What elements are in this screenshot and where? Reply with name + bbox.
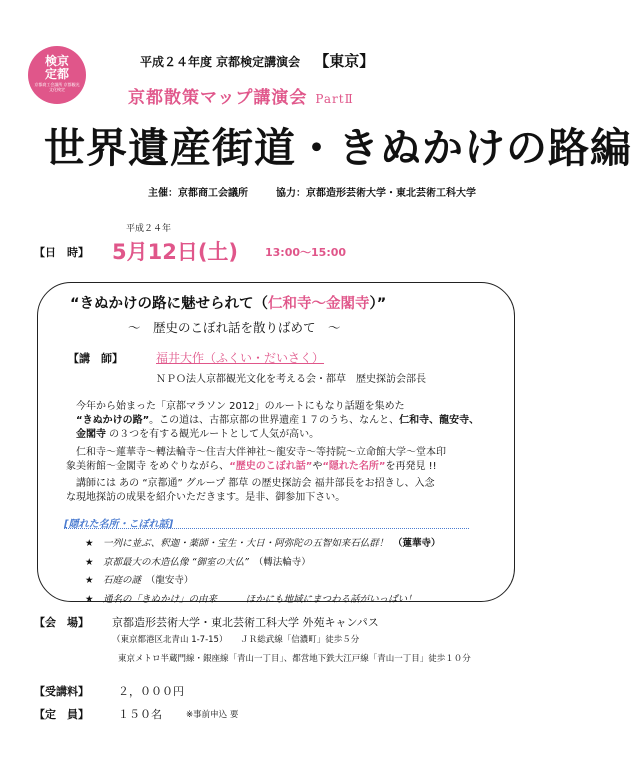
highlights-list [85,535,441,609]
page-title: 世界遺産街道・きぬかけの路編 [44,124,632,172]
description-paragraph-1: 今年から始まった「京都マラソン 2012」のルートにもなり話題を集めた “きぬかけの路”。この道は、古都京都の世界遺産１７のうち、なんと、仁和寺、龍安寺、 金閣寺 の３つを有する観光ルートとして人気が高い。 [76,401,480,440]
star-icon: ★ [85,593,94,605]
speaker-label: 【講 師】 [68,352,123,365]
lecture-title: “きぬかけの路に魅せられて（仁和寺～金閣寺）” [70,296,387,312]
event-city: 【東京】 [314,52,375,70]
capacity-value: １５０名 [118,708,162,721]
lecture-subtitle: ～ 歴史のこぼれ話を散りばめて ～ [128,320,341,335]
list-item: ★ 京都最大の木造仏像 “御室の大仏” （轉法輪寺） [85,556,311,568]
event-date: 5月12日(土) [112,240,239,264]
logo-text: 検京 定都 [44,54,69,81]
subtitle-part: PartⅡ [315,92,354,106]
venue-address: （東京都港区北青山 1-7-15） ＪＲ総武線「信濃町」徒歩５分 [112,635,360,645]
cooperation: 協力：京都造形芸術大学・東北芸術工科大学 [276,188,476,199]
venue-label: 【会 場】 [34,616,89,629]
schedule-year: 平成２４年 [126,224,172,234]
list-item: ★ 石庭の謎 （龍安寺） [85,575,194,586]
date-label: 【日 時】 [34,246,89,259]
highlights-heading: [隠れた名所・こぼれ話] [64,519,174,530]
highlights-divider [64,528,469,529]
capacity-label: 【定 員】 [34,708,89,721]
star-icon: ★ [85,556,94,568]
speaker-name: 福井大作（ふくい・だいさく） [156,351,325,365]
fee-value: ２，０００円 [118,685,184,698]
event-series: 平成２４年度 京都検定講演会 [140,55,301,69]
event-subtitle [128,83,354,108]
capacity-note: ※事前申込 要 [186,710,239,720]
description-paragraph-3: 講師には あの “京都通” グループ 都草 の歴史探訪会 福井部長をお招きし、入念 な現地探訪の成果を紹介いただきます。是非、御参加下さい。 [66,478,435,503]
logo-caption: 京都商工会議所 京都観光文化検定 [34,82,80,92]
fee-label: 【受講料】 [34,685,89,698]
kentei-logo [28,46,86,104]
venue-name: 京都造形芸術大学・東北芸術工科大学 外苑キャンパス [112,616,379,629]
description-paragraph-2: 仁和寺～蓮華寺～轉法輪寺～住吉大伴神社～龍安寺～等持院～立命館大学～堂本印 象美術館～金閣寺 をめぐりながら、“歴史のこぼれ話”や“隠れた名所”を再発見 !! [66,447,446,472]
venue-access: 東京メトロ半蔵門線・銀座線「青山一丁目」、都営地下鉄大江戸線「青山一丁目」徒歩１０分 [118,654,471,664]
event-time: 13:00～15:00 [265,246,347,259]
star-icon: ★ [85,538,94,549]
subtitle-main: 京都散策マップ講演会 [128,88,308,108]
speaker-organization: ＮＰＯ法人京都観光文化を考える会・都草 歴史探訪会部長 [156,374,426,385]
event-header [140,50,374,71]
sponsor-line [148,184,476,199]
star-icon: ★ [85,575,94,586]
list-item: ★ 通名の「きぬかけ」の由来 ほかにも地域にまつわる話がいっぱい！ [85,593,417,605]
list-item: ★ 一列に並ぶ、釈迦・薬師・宝生・大日・阿弥陀の五智如来石仏群！ （蓮華寺） [85,538,441,549]
host: 主催：京都商工会議所 [148,188,248,199]
